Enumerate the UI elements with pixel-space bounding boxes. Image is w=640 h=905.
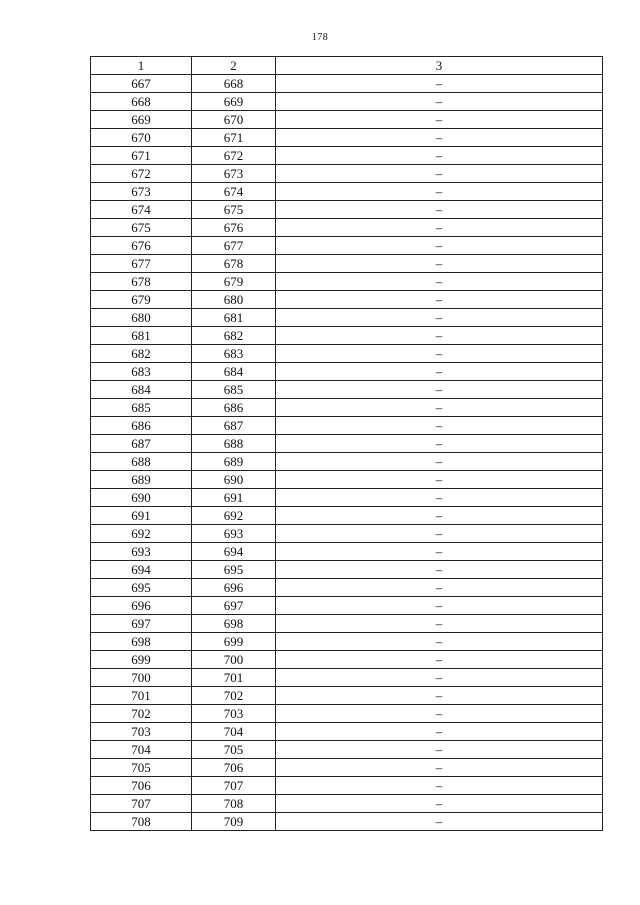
page-number: 178 <box>311 32 329 43</box>
cell-col-3: – <box>276 687 603 705</box>
cell-col-2: 670 <box>192 111 276 129</box>
table-row <box>91 165 603 183</box>
table-row <box>91 561 603 579</box>
table-row <box>91 183 603 201</box>
cell-col-3: – <box>276 75 603 93</box>
cell-col-1: 672 <box>91 165 192 183</box>
cell-col-2: 692 <box>192 507 276 525</box>
cell-col-2: 691 <box>192 489 276 507</box>
cell-col-3: – <box>276 435 603 453</box>
cell-col-3: – <box>276 489 603 507</box>
cell-col-1: 667 <box>91 75 192 93</box>
cell-col-2: 672 <box>192 147 276 165</box>
cell-col-3: – <box>276 741 603 759</box>
table-row <box>91 633 603 651</box>
cell-col-2: 701 <box>192 669 276 687</box>
cell-col-2: 706 <box>192 759 276 777</box>
cell-col-2: 696 <box>192 579 276 597</box>
cell-col-1: 706 <box>91 777 192 795</box>
cell-col-3: – <box>276 525 603 543</box>
cell-col-2: 671 <box>192 129 276 147</box>
cell-col-2: 707 <box>192 777 276 795</box>
cell-col-3: – <box>276 237 603 255</box>
table-row <box>91 525 603 543</box>
cell-col-1: 705 <box>91 759 192 777</box>
cell-col-1: 695 <box>91 579 192 597</box>
cell-col-1: 699 <box>91 651 192 669</box>
table-row <box>91 381 603 399</box>
cell-col-3: – <box>276 561 603 579</box>
table-row <box>91 219 603 237</box>
cell-col-1: 675 <box>91 219 192 237</box>
table-row <box>91 813 603 831</box>
cell-col-3: – <box>276 111 603 129</box>
cell-col-3: – <box>276 255 603 273</box>
cell-col-2: 689 <box>192 453 276 471</box>
cell-col-3: – <box>276 165 603 183</box>
cell-col-3: – <box>276 633 603 651</box>
table-row <box>91 111 603 129</box>
cell-col-1: 682 <box>91 345 192 363</box>
cell-col-3: – <box>276 579 603 597</box>
cell-col-3: – <box>276 669 603 687</box>
cell-col-2: 680 <box>192 291 276 309</box>
cell-col-2: 674 <box>192 183 276 201</box>
table-row <box>91 687 603 705</box>
cell-col-1: 689 <box>91 471 192 489</box>
cell-col-1: 685 <box>91 399 192 417</box>
cell-col-3: – <box>276 147 603 165</box>
cell-col-1: 690 <box>91 489 192 507</box>
table-row <box>91 147 603 165</box>
cell-col-2: 687 <box>192 417 276 435</box>
data-table <box>90 56 603 831</box>
table-row <box>91 471 603 489</box>
table-row <box>91 453 603 471</box>
table-row <box>91 345 603 363</box>
table-row <box>91 93 603 111</box>
cell-col-3: – <box>276 453 603 471</box>
table-row <box>91 489 603 507</box>
cell-col-1: 670 <box>91 129 192 147</box>
cell-col-2: 684 <box>192 363 276 381</box>
cell-col-1: 673 <box>91 183 192 201</box>
table-row <box>91 543 603 561</box>
cell-col-1: 700 <box>91 669 192 687</box>
cell-col-1: 681 <box>91 327 192 345</box>
cell-col-2: 694 <box>192 543 276 561</box>
table-row <box>91 723 603 741</box>
table-row <box>91 129 603 147</box>
cell-col-2: 673 <box>192 165 276 183</box>
cell-col-2: 708 <box>192 795 276 813</box>
cell-col-2: 668 <box>192 75 276 93</box>
cell-col-2: 699 <box>192 633 276 651</box>
table-row <box>91 435 603 453</box>
cell-col-2: 702 <box>192 687 276 705</box>
cell-col-3: – <box>276 309 603 327</box>
table-row <box>91 579 603 597</box>
cell-col-2: 681 <box>192 309 276 327</box>
cell-col-3: – <box>276 399 603 417</box>
cell-col-1: 677 <box>91 255 192 273</box>
cell-col-1: 704 <box>91 741 192 759</box>
cell-col-1: 674 <box>91 201 192 219</box>
table-row <box>91 237 603 255</box>
table-row <box>91 327 603 345</box>
cell-col-2: 678 <box>192 255 276 273</box>
table-row <box>91 399 603 417</box>
table-header <box>91 57 603 75</box>
cell-col-1: 683 <box>91 363 192 381</box>
table-row <box>91 669 603 687</box>
cell-col-1: 676 <box>91 237 192 255</box>
cell-col-1: 694 <box>91 561 192 579</box>
table-row <box>91 309 603 327</box>
cell-col-3: – <box>276 759 603 777</box>
table-row <box>91 651 603 669</box>
cell-col-2: 698 <box>192 615 276 633</box>
cell-col-2: 675 <box>192 201 276 219</box>
table-row <box>91 75 603 93</box>
column-header-1: 1 <box>91 57 192 75</box>
cell-col-1: 702 <box>91 705 192 723</box>
cell-col-1: 687 <box>91 435 192 453</box>
cell-col-3: – <box>276 615 603 633</box>
table-row <box>91 741 603 759</box>
cell-col-2: 690 <box>192 471 276 489</box>
cell-col-3: – <box>276 795 603 813</box>
table-row <box>91 255 603 273</box>
cell-col-3: – <box>276 291 603 309</box>
table-row <box>91 201 603 219</box>
table-row <box>91 507 603 525</box>
cell-col-3: – <box>276 417 603 435</box>
cell-col-2: 683 <box>192 345 276 363</box>
table-row <box>91 273 603 291</box>
cell-col-2: 695 <box>192 561 276 579</box>
cell-col-1: 678 <box>91 273 192 291</box>
cell-col-3: – <box>276 219 603 237</box>
cell-col-2: 679 <box>192 273 276 291</box>
cell-col-1: 708 <box>91 813 192 831</box>
cell-col-1: 696 <box>91 597 192 615</box>
cell-col-2: 709 <box>192 813 276 831</box>
cell-col-1: 679 <box>91 291 192 309</box>
table-row <box>91 705 603 723</box>
cell-col-3: – <box>276 597 603 615</box>
cell-col-3: – <box>276 543 603 561</box>
cell-col-3: – <box>276 381 603 399</box>
table-body <box>91 75 603 831</box>
cell-col-3: – <box>276 777 603 795</box>
cell-col-1: 692 <box>91 525 192 543</box>
column-header-2: 2 <box>192 57 276 75</box>
cell-col-2: 703 <box>192 705 276 723</box>
cell-col-1: 698 <box>91 633 192 651</box>
cell-col-2: 686 <box>192 399 276 417</box>
cell-col-3: – <box>276 345 603 363</box>
cell-col-3: – <box>276 471 603 489</box>
table-row <box>91 291 603 309</box>
table-row <box>91 759 603 777</box>
cell-col-1: 703 <box>91 723 192 741</box>
cell-col-3: – <box>276 273 603 291</box>
cell-col-1: 686 <box>91 417 192 435</box>
cell-col-1: 668 <box>91 93 192 111</box>
cell-col-2: 704 <box>192 723 276 741</box>
cell-col-3: – <box>276 129 603 147</box>
cell-col-3: – <box>276 327 603 345</box>
cell-col-1: 697 <box>91 615 192 633</box>
cell-col-1: 691 <box>91 507 192 525</box>
table-row <box>91 795 603 813</box>
table-row <box>91 777 603 795</box>
cell-col-3: – <box>276 201 603 219</box>
cell-col-2: 700 <box>192 651 276 669</box>
cell-col-2: 676 <box>192 219 276 237</box>
cell-col-1: 693 <box>91 543 192 561</box>
cell-col-3: – <box>276 723 603 741</box>
cell-col-1: 701 <box>91 687 192 705</box>
cell-col-1: 707 <box>91 795 192 813</box>
cell-col-2: 697 <box>192 597 276 615</box>
cell-col-3: – <box>276 183 603 201</box>
cell-col-1: 680 <box>91 309 192 327</box>
table-row <box>91 597 603 615</box>
cell-col-2: 685 <box>192 381 276 399</box>
cell-col-3: – <box>276 363 603 381</box>
cell-col-1: 684 <box>91 381 192 399</box>
cell-col-1: 669 <box>91 111 192 129</box>
table-row <box>91 417 603 435</box>
cell-col-3: – <box>276 93 603 111</box>
cell-col-3: – <box>276 651 603 669</box>
cell-col-3: – <box>276 705 603 723</box>
cell-col-1: 688 <box>91 453 192 471</box>
cell-col-3: – <box>276 813 603 831</box>
cell-col-2: 669 <box>192 93 276 111</box>
column-header-3: 3 <box>276 57 603 75</box>
cell-col-1: 671 <box>91 147 192 165</box>
table-row <box>91 615 603 633</box>
cell-col-2: 705 <box>192 741 276 759</box>
cell-col-2: 682 <box>192 327 276 345</box>
cell-col-2: 688 <box>192 435 276 453</box>
table-row <box>91 363 603 381</box>
cell-col-3: – <box>276 507 603 525</box>
cell-col-2: 693 <box>192 525 276 543</box>
header-row <box>91 57 603 75</box>
cell-col-2: 677 <box>192 237 276 255</box>
